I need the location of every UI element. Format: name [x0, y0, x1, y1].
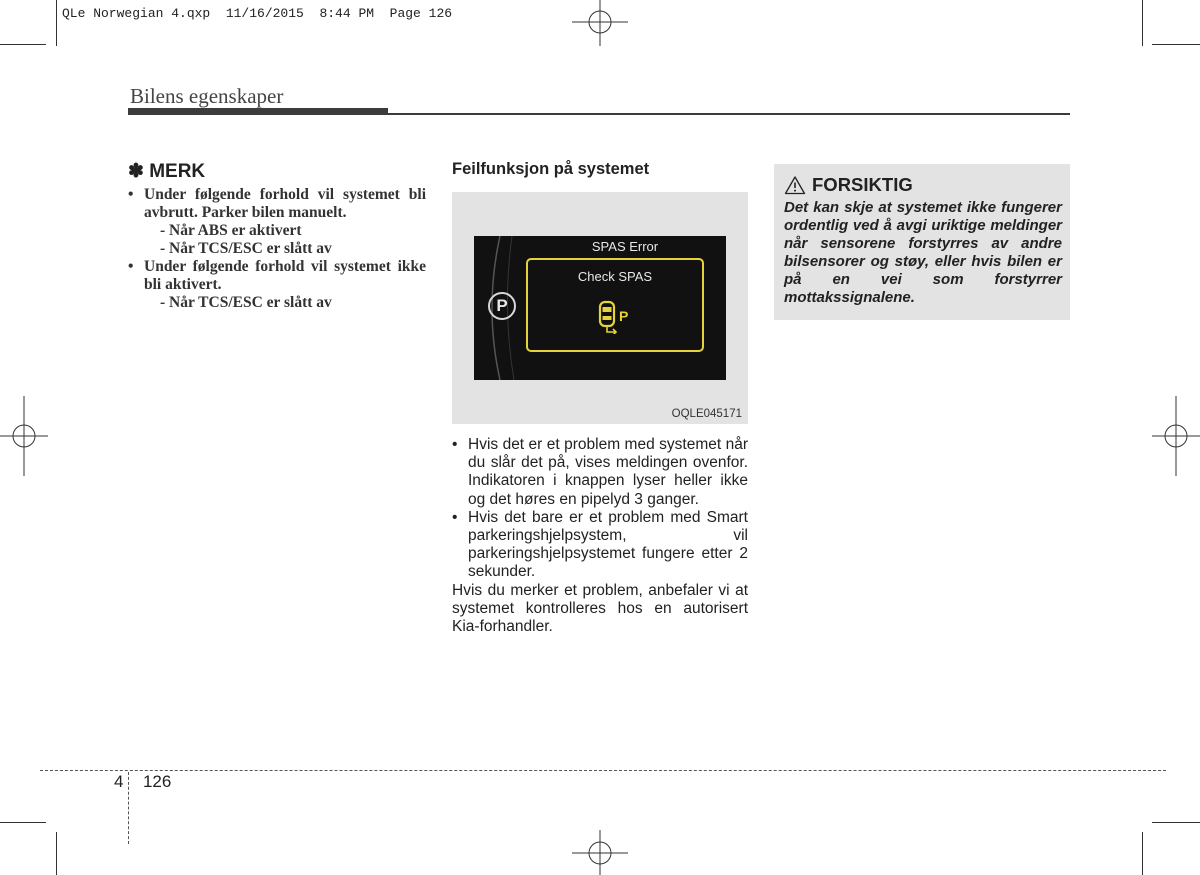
- bullet: •: [452, 436, 458, 453]
- malfunction-paragraph: Hvis du merker et problem, anbefaler vi at systemet kontrolleres hos en autorisert Kia-forhandler.: [452, 581, 748, 636]
- malfunction-item: [452, 436, 748, 509]
- caution-text: Det kan skje at systemet ikke fungerer ordentlig ved å avgi uriktige meldinger når sensorene forstyrres av andre bilsensorer og støy, eller hvis bilen er på en vei som forstyrrer mottakssignalene.: [784, 199, 1062, 306]
- header-rule-thick: [128, 108, 388, 115]
- note-body: [128, 186, 426, 312]
- caution-title: FORSIKTIG: [812, 174, 913, 195]
- registration-mark-right: [1152, 396, 1200, 476]
- caution-box: [774, 164, 1070, 320]
- warning-triangle-icon: [784, 175, 806, 195]
- bullet: •: [452, 508, 458, 526]
- caution-heading: [784, 174, 913, 196]
- malfunction-item-text: Hvis det er et problem med systemet når du slår det på, vises meldingen ovenfor. Indikatoren i knappen lyser heller ikke og det høres en pipelyd 3 ganger.: [468, 436, 748, 508]
- malfunction-item: [452, 509, 748, 582]
- note-sub-item: - Når TCS/ESC er slått av: [160, 240, 332, 257]
- footer-rule: [40, 770, 1166, 771]
- malfunction-heading: Feilfunksjon på systemet: [452, 160, 650, 178]
- note-item-text: Under følgende forhold vil systemet ikke bli aktivert.: [144, 258, 426, 293]
- crop-mark: [1142, 832, 1143, 875]
- crop-mark: [1142, 0, 1143, 46]
- chapter-number: 4: [114, 772, 124, 791]
- registration-mark-left: [0, 396, 48, 476]
- page-number-value: 126: [142, 772, 172, 791]
- malfunction-body: [452, 436, 748, 636]
- bullet: •: [128, 258, 134, 275]
- registration-mark-bottom: [572, 830, 628, 875]
- cluster-screen: [474, 236, 726, 380]
- figure-code: OQLE045171: [671, 408, 742, 420]
- note-sub-item: - Når TCS/ESC er slått av: [160, 294, 332, 311]
- park-gear-icon: [488, 292, 516, 320]
- section-title: Bilens egenskaper: [130, 84, 284, 108]
- warning-message: Check SPAS: [577, 269, 653, 284]
- note-item-text: Under følgende forhold vil systemet bli avbrutt. Parker bilen manuelt.: [144, 186, 426, 221]
- crop-mark: [1152, 822, 1200, 823]
- malfunction-item-text: Hvis det bare er et problem med Smart parkeringshjelpsystem, vil parkeringshjelpsystemet fungere etter 2 sekunder.: [468, 508, 748, 581]
- gear-label: P: [496, 296, 508, 315]
- crop-mark: [56, 0, 57, 46]
- page-number: [114, 772, 171, 792]
- note-item: [128, 258, 426, 312]
- print-slug: QLe Norwegian 4.qxp 11/16/2015 8:44 PM Page 126: [62, 6, 453, 21]
- crop-mark: [1152, 44, 1200, 45]
- crop-mark: [0, 822, 46, 823]
- registration-mark-top: [572, 0, 628, 46]
- cluster-figure: [452, 192, 748, 424]
- bullet: •: [128, 186, 134, 203]
- header-rule-thin: [388, 113, 1070, 115]
- crop-mark: [56, 832, 57, 875]
- note-sub-item: - Når ABS er aktivert: [160, 222, 302, 239]
- note-heading: ✽ MERK: [128, 161, 206, 182]
- screen-title: SPAS Error: [591, 239, 659, 254]
- crop-mark: [0, 44, 46, 45]
- note-item: [128, 186, 426, 258]
- parking-p-label: P: [619, 308, 629, 324]
- car-parking-icon: [598, 300, 618, 334]
- warning-frame: [526, 258, 704, 352]
